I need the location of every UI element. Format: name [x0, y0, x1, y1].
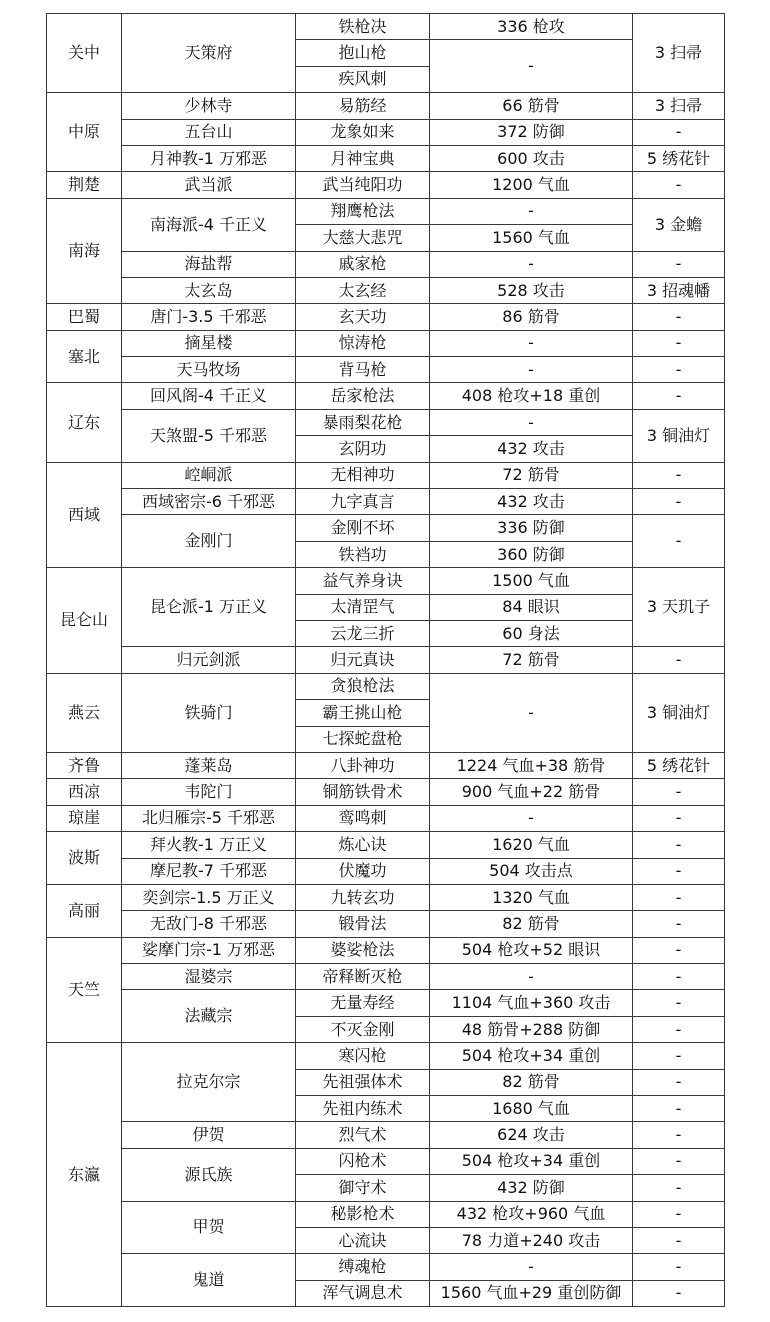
stat-cell: 1560 气血	[430, 225, 633, 251]
item-cell: 3 铜油灯	[633, 409, 725, 462]
faction-cell: 天策府	[122, 14, 296, 93]
stat-cell: -	[430, 673, 633, 752]
stat-cell: -	[430, 330, 633, 356]
faction-cell: 法藏宗	[122, 990, 296, 1043]
item-cell: 3 扫帚	[633, 93, 725, 119]
table-row	[47, 14, 725, 40]
sect-skill-table	[46, 13, 725, 1307]
stat-cell: 504 枪攻+52 眼识	[430, 937, 633, 963]
skill-cell: 疾风刺	[296, 66, 430, 92]
stat-cell: 360 防御	[430, 541, 633, 567]
skill-cell: 玄天功	[296, 304, 430, 330]
item-cell: -	[633, 1096, 725, 1122]
item-cell: -	[633, 1254, 725, 1280]
region-cell: 塞北	[47, 330, 122, 383]
stat-cell: 432 防御	[430, 1175, 633, 1201]
table-row	[47, 1148, 725, 1174]
table-row	[47, 937, 725, 963]
skill-cell: 易筋经	[296, 93, 430, 119]
region-cell: 荆楚	[47, 172, 122, 198]
stat-cell: 1320 气血	[430, 884, 633, 910]
table-row	[47, 1254, 725, 1280]
faction-cell: 少林寺	[122, 93, 296, 119]
table-row	[47, 93, 725, 119]
item-cell: -	[633, 647, 725, 673]
faction-cell: 月神教-1 万邪恶	[122, 145, 296, 171]
stat-cell: 600 攻击	[430, 145, 633, 171]
faction-cell: 太玄岛	[122, 277, 296, 303]
item-cell: 5 绣花针	[633, 752, 725, 778]
stat-cell: 408 枪攻+18 重创	[430, 383, 633, 409]
table-row	[47, 568, 725, 594]
table-row	[47, 752, 725, 778]
faction-cell: 摩尼教-7 千邪恶	[122, 858, 296, 884]
faction-cell: 北归雁宗-5 千邪恶	[122, 805, 296, 831]
item-cell: -	[633, 489, 725, 515]
faction-cell: 昆仑派-1 万正义	[122, 568, 296, 647]
skill-cell: 翔鹰枪法	[296, 198, 430, 224]
skill-cell: 九字真言	[296, 489, 430, 515]
stat-cell: 1200 气血	[430, 172, 633, 198]
region-cell: 巴蜀	[47, 304, 122, 330]
skill-cell: 抱山枪	[296, 40, 430, 66]
table-row	[47, 1201, 725, 1227]
faction-cell: 西域密宗-6 千邪恶	[122, 489, 296, 515]
table-row	[47, 489, 725, 515]
item-cell: -	[633, 383, 725, 409]
skill-cell: 浑气调息术	[296, 1280, 430, 1306]
item-cell: -	[633, 1201, 725, 1227]
item-cell: -	[633, 884, 725, 910]
stat-cell: 82 筋骨	[430, 911, 633, 937]
table-row	[47, 964, 725, 990]
skill-cell: 霸王挑山枪	[296, 700, 430, 726]
region-cell: 昆仑山	[47, 568, 122, 674]
region-cell: 辽东	[47, 383, 122, 462]
stat-cell: 432 攻击	[430, 489, 633, 515]
table-row	[47, 330, 725, 356]
stat-cell: 336 枪攻	[430, 14, 633, 40]
skill-cell: 寒闪枪	[296, 1043, 430, 1069]
skill-cell: 先祖内练术	[296, 1096, 430, 1122]
stat-cell: 82 筋骨	[430, 1069, 633, 1095]
skill-cell: 七探蛇盘枪	[296, 726, 430, 752]
faction-cell: 甲贺	[122, 1201, 296, 1254]
stat-cell: 504 枪攻+34 重创	[430, 1043, 633, 1069]
table-row	[47, 357, 725, 383]
item-cell: -	[633, 515, 725, 568]
region-cell: 关中	[47, 14, 122, 93]
skill-cell: 太清罡气	[296, 594, 430, 620]
skill-cell: 背马枪	[296, 357, 430, 383]
skill-cell: 闪枪术	[296, 1148, 430, 1174]
item-cell: -	[633, 1016, 725, 1042]
table-row	[47, 304, 725, 330]
table-body	[47, 14, 725, 1307]
skill-cell: 无相神功	[296, 462, 430, 488]
item-cell: -	[633, 1148, 725, 1174]
skill-cell: 戚家枪	[296, 251, 430, 277]
item-cell: -	[633, 779, 725, 805]
item-cell: -	[633, 1280, 725, 1306]
item-cell: 3 招魂幡	[633, 277, 725, 303]
item-cell: -	[633, 990, 725, 1016]
item-cell: -	[633, 1043, 725, 1069]
stat-cell: 1620 气血	[430, 832, 633, 858]
region-cell: 齐鲁	[47, 752, 122, 778]
skill-cell: 御守术	[296, 1175, 430, 1201]
item-cell: -	[633, 858, 725, 884]
stat-cell: 900 气血+22 筋骨	[430, 779, 633, 805]
stat-cell: 1680 气血	[430, 1096, 633, 1122]
item-cell: -	[633, 357, 725, 383]
faction-cell: 南海派-4 千正义	[122, 198, 296, 251]
stat-cell: 48 筋骨+288 防御	[430, 1016, 633, 1042]
region-cell: 中原	[47, 93, 122, 172]
item-cell: -	[633, 1227, 725, 1253]
table-row	[47, 172, 725, 198]
region-cell: 琼崖	[47, 805, 122, 831]
faction-cell: 崆峒派	[122, 462, 296, 488]
region-cell: 波斯	[47, 832, 122, 885]
skill-cell: 先祖强体术	[296, 1069, 430, 1095]
table-row	[47, 647, 725, 673]
skill-cell: 岳家枪法	[296, 383, 430, 409]
faction-cell: 娑摩门宗-1 万邪恶	[122, 937, 296, 963]
skill-cell: 玄阴功	[296, 436, 430, 462]
stat-cell: -	[430, 964, 633, 990]
region-cell: 东瀛	[47, 1043, 122, 1307]
stat-cell: 504 枪攻+34 重创	[430, 1148, 633, 1174]
skill-cell: 八卦神功	[296, 752, 430, 778]
table-row	[47, 251, 725, 277]
item-cell: -	[633, 937, 725, 963]
table-row	[47, 805, 725, 831]
stat-cell: 528 攻击	[430, 277, 633, 303]
skill-cell: 秘影枪术	[296, 1201, 430, 1227]
region-cell: 燕云	[47, 673, 122, 752]
stat-cell: -	[430, 251, 633, 277]
table-row	[47, 1043, 725, 1069]
table-row	[47, 145, 725, 171]
faction-cell: 天马牧场	[122, 357, 296, 383]
faction-cell: 蓬莱岛	[122, 752, 296, 778]
skill-cell: 铁枪决	[296, 14, 430, 40]
table-row	[47, 673, 725, 699]
stat-cell: 624 攻击	[430, 1122, 633, 1148]
faction-cell: 铁骑门	[122, 673, 296, 752]
skill-cell: 太玄经	[296, 277, 430, 303]
stat-cell: -	[430, 40, 633, 93]
skill-cell: 无量寿经	[296, 990, 430, 1016]
skill-cell: 缚魂枪	[296, 1254, 430, 1280]
skill-cell: 暴雨梨花枪	[296, 409, 430, 435]
skill-cell: 大慈大悲咒	[296, 225, 430, 251]
table-row	[47, 462, 725, 488]
stat-cell: 336 防御	[430, 515, 633, 541]
table-row	[47, 515, 725, 541]
table-row	[47, 383, 725, 409]
table-row	[47, 119, 725, 145]
faction-cell: 回风阁-4 千正义	[122, 383, 296, 409]
stat-cell: 60 身法	[430, 620, 633, 646]
skill-cell: 龙象如来	[296, 119, 430, 145]
skill-cell: 九转玄功	[296, 884, 430, 910]
table-row	[47, 198, 725, 224]
region-cell: 天竺	[47, 937, 122, 1043]
stat-cell: 432 攻击	[430, 436, 633, 462]
stat-cell: 1104 气血+360 攻击	[430, 990, 633, 1016]
item-cell: 3 天玑子	[633, 568, 725, 647]
skill-cell: 炼心诀	[296, 832, 430, 858]
faction-cell: 鬼道	[122, 1254, 296, 1307]
region-cell: 南海	[47, 198, 122, 304]
table-row	[47, 1122, 725, 1148]
skill-cell: 贪狼枪法	[296, 673, 430, 699]
stat-cell: -	[430, 409, 633, 435]
faction-cell: 拉克尔宗	[122, 1043, 296, 1122]
skill-cell: 不灭金刚	[296, 1016, 430, 1042]
stat-cell: 72 筋骨	[430, 647, 633, 673]
item-cell: -	[633, 1175, 725, 1201]
item-cell: -	[633, 330, 725, 356]
item-cell: -	[633, 1069, 725, 1095]
skill-cell: 铁裆功	[296, 541, 430, 567]
skill-cell: 伏魔功	[296, 858, 430, 884]
faction-cell: 海盐帮	[122, 251, 296, 277]
region-cell: 高丽	[47, 884, 122, 937]
item-cell: 3 铜油灯	[633, 673, 725, 752]
item-cell: 3 扫帚	[633, 14, 725, 93]
table-row	[47, 884, 725, 910]
stat-cell: -	[430, 1254, 633, 1280]
stat-cell: 78 力道+240 攻击	[430, 1227, 633, 1253]
faction-cell: 拜火教-1 万正义	[122, 832, 296, 858]
stat-cell: 72 筋骨	[430, 462, 633, 488]
faction-cell: 奕剑宗-1.5 万正义	[122, 884, 296, 910]
skill-cell: 婆娑枪法	[296, 937, 430, 963]
skill-cell: 金刚不坏	[296, 515, 430, 541]
item-cell: -	[633, 832, 725, 858]
item-cell: 3 金蟾	[633, 198, 725, 251]
faction-cell: 湿婆宗	[122, 964, 296, 990]
stat-cell: 66 筋骨	[430, 93, 633, 119]
item-cell: -	[633, 172, 725, 198]
skill-cell: 云龙三折	[296, 620, 430, 646]
skill-cell: 月神宝典	[296, 145, 430, 171]
stat-cell: 372 防御	[430, 119, 633, 145]
faction-cell: 五台山	[122, 119, 296, 145]
faction-cell: 伊贺	[122, 1122, 296, 1148]
faction-cell: 摘星楼	[122, 330, 296, 356]
stat-cell: -	[430, 805, 633, 831]
table-row	[47, 779, 725, 805]
item-cell: 5 绣花针	[633, 145, 725, 171]
faction-cell: 唐门-3.5 千邪恶	[122, 304, 296, 330]
item-cell: -	[633, 1122, 725, 1148]
skill-cell: 铜筋铁骨术	[296, 779, 430, 805]
item-cell: -	[633, 911, 725, 937]
table-row	[47, 832, 725, 858]
stat-cell: -	[430, 357, 633, 383]
skill-cell: 武当纯阳功	[296, 172, 430, 198]
stat-cell: 84 眼识	[430, 594, 633, 620]
table-row	[47, 409, 725, 435]
stat-cell: 1224 气血+38 筋骨	[430, 752, 633, 778]
item-cell: -	[633, 119, 725, 145]
skill-cell: 帝释断灭枪	[296, 964, 430, 990]
item-cell: -	[633, 304, 725, 330]
item-cell: -	[633, 251, 725, 277]
item-cell: -	[633, 964, 725, 990]
stat-cell: 1500 气血	[430, 568, 633, 594]
faction-cell: 韦陀门	[122, 779, 296, 805]
stat-cell: 1560 气血+29 重创防御	[430, 1280, 633, 1306]
skill-cell: 惊涛枪	[296, 330, 430, 356]
table-row	[47, 990, 725, 1016]
faction-cell: 归元剑派	[122, 647, 296, 673]
skill-cell: 鸾鸣刺	[296, 805, 430, 831]
faction-cell: 源氏族	[122, 1148, 296, 1201]
skill-cell: 归元真诀	[296, 647, 430, 673]
skill-cell: 益气养身诀	[296, 568, 430, 594]
stat-cell: 432 枪攻+960 气血	[430, 1201, 633, 1227]
skill-cell: 锻骨法	[296, 911, 430, 937]
skill-cell: 烈气术	[296, 1122, 430, 1148]
region-cell: 西凉	[47, 779, 122, 805]
table-row	[47, 858, 725, 884]
stat-cell: 504 攻击点	[430, 858, 633, 884]
region-cell: 西域	[47, 462, 122, 568]
faction-cell: 天煞盟-5 千邪恶	[122, 409, 296, 462]
faction-cell: 无敌门-8 千邪恶	[122, 911, 296, 937]
stat-cell: -	[430, 198, 633, 224]
stat-cell: 86 筋骨	[430, 304, 633, 330]
item-cell: -	[633, 462, 725, 488]
faction-cell: 武当派	[122, 172, 296, 198]
skill-cell: 心流诀	[296, 1227, 430, 1253]
table-row	[47, 911, 725, 937]
table-row	[47, 277, 725, 303]
faction-cell: 金刚门	[122, 515, 296, 568]
item-cell: -	[633, 805, 725, 831]
